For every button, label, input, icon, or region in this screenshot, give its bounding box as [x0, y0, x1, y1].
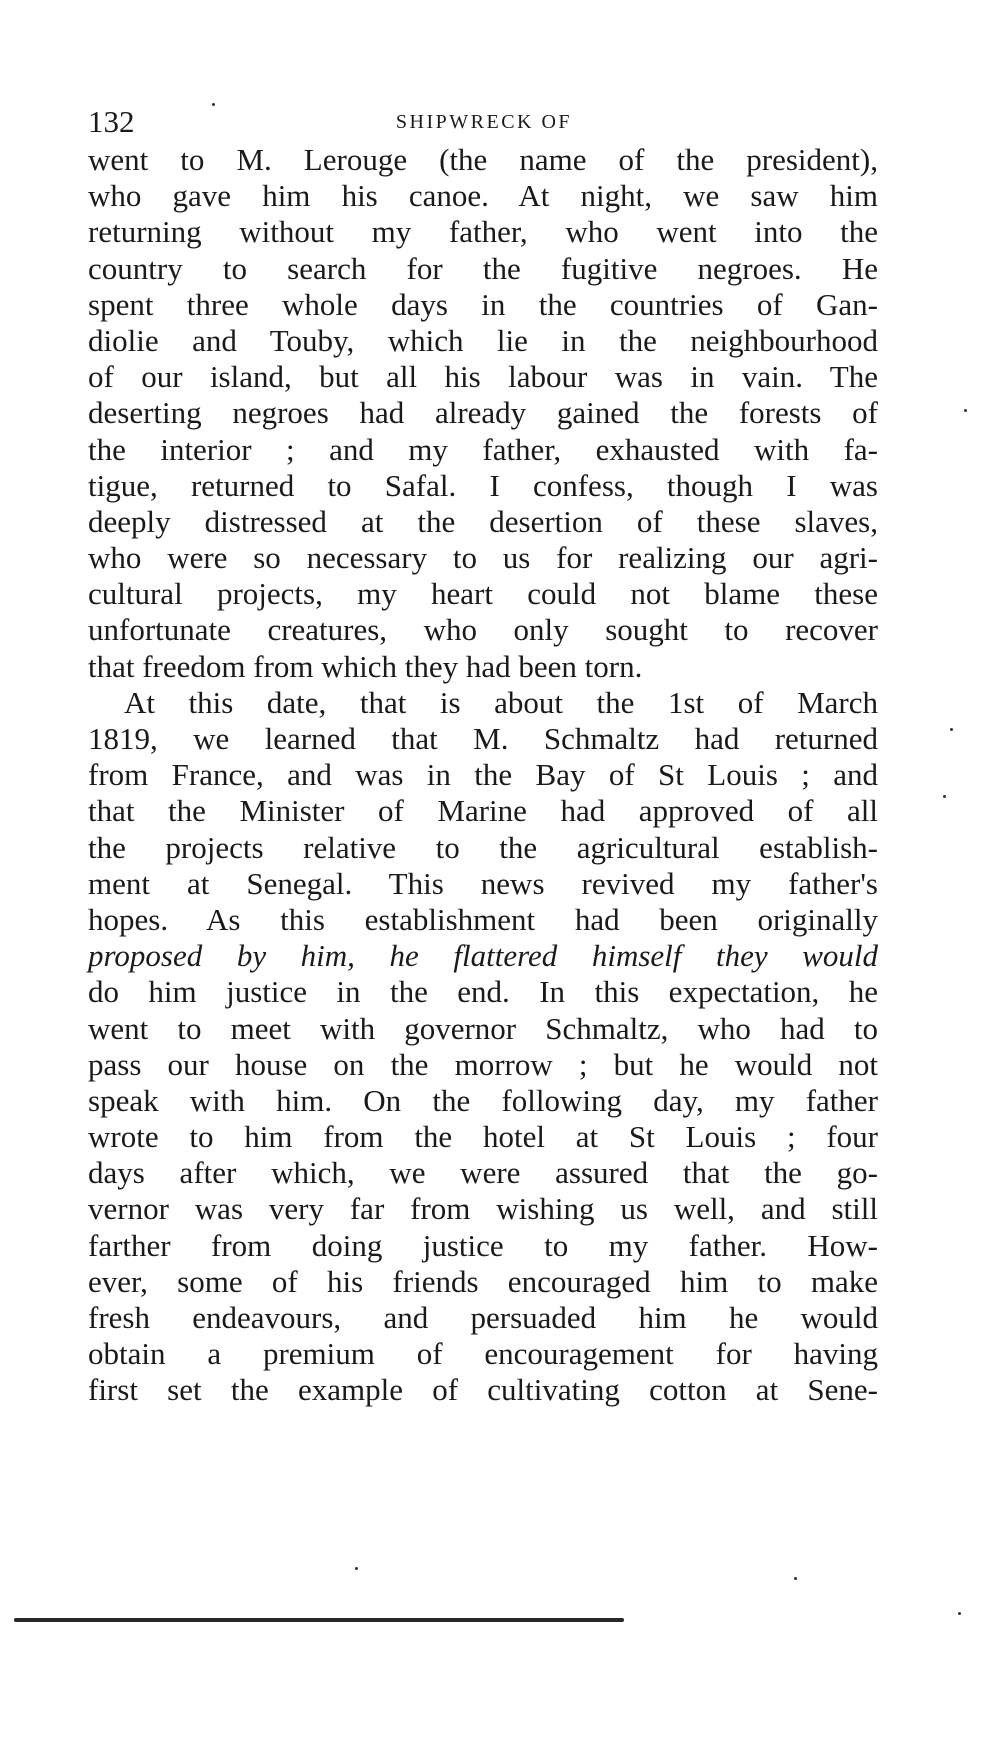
scan-speck: [794, 1577, 797, 1580]
text-line: of our island, but all his labour was in vain. The: [88, 359, 878, 395]
text-line: the projects relative to the agricultural establish-: [88, 829, 878, 865]
text-line: wrote to him from the hotel at St Louis ; four: [88, 1119, 878, 1155]
text-line: do him justice in the end. In this expectation, he: [88, 974, 878, 1010]
text-line: tigue, returned to Safal. I confess, though I was: [88, 467, 878, 503]
scan-speck: [958, 1612, 961, 1615]
scan-speck: [964, 409, 967, 412]
text-line: ever, some of his friends encouraged him to make: [88, 1263, 878, 1299]
text-line: fresh endeavours, and persuaded him he would: [88, 1300, 878, 1335]
scan-edge-rule: [14, 1618, 624, 1622]
text-line: deeply distressed at the desertion of these slaves,: [88, 503, 878, 539]
body-text: [88, 142, 878, 1409]
running-head: [88, 102, 880, 142]
text-line: first set the example of cultivating cotton at Sene-: [88, 1372, 878, 1408]
text-line: proposed by him, he flattered himself they would: [88, 938, 878, 974]
text-line: returning without my father, who went into the: [88, 214, 878, 250]
text-line: 1819, we learned that M. Schmaltz had returned: [88, 721, 878, 756]
text-line: went to meet with governor Schmaltz, who had to: [88, 1010, 878, 1046]
text-line: deserting negroes had already gained the forests of: [88, 395, 878, 431]
text-line: who were so necessary to us for realizing our agri-: [88, 540, 878, 576]
text-line: diolie and Touby, which lie in the neighbourhood: [88, 322, 878, 358]
scan-speck: [355, 1567, 358, 1570]
text-line: from France, and was in the Bay of St Louis ; and: [88, 757, 878, 793]
text-line: pass our house on the morrow ; but he would not: [88, 1046, 878, 1082]
text-line: speak with him. On the following day, my father: [88, 1082, 878, 1118]
text-line: cultural projects, my heart could not blame these: [88, 576, 878, 612]
paragraph-end-line: that freedom from which they had been torn.: [88, 648, 643, 684]
text-line: unfortunate creatures, who only sought to recover: [88, 612, 878, 648]
scan-speck: [212, 103, 215, 106]
text-line: the interior ; and my father, exhausted with fa-: [88, 431, 878, 467]
running-title: SHIPWRECK OF: [395, 111, 573, 133]
page-number: 132: [88, 104, 135, 139]
text-line: hopes. As this establishment had been originally: [88, 901, 878, 937]
text-line: country to search for the fugitive negroes. He: [88, 250, 878, 286]
text-line: farther from doing justice to my father. How-: [88, 1227, 878, 1263]
text-line: obtain a premium of encouragement for having: [88, 1336, 878, 1372]
text-line: vernor was very far from wishing us well, and still: [88, 1191, 878, 1227]
text-line: ment at Senegal. This news revived my father's: [88, 865, 878, 901]
text-line: went to M. Lerouge (the name of the president),: [88, 142, 878, 177]
text-line: who gave him his canoe. At night, we saw him: [88, 178, 878, 214]
scan-speck: [950, 728, 953, 731]
text-line: spent three whole days in the countries of Gan-: [88, 286, 878, 322]
scan-speck: [943, 795, 946, 798]
paragraph-start-line: At this date, that is about the 1st of March: [124, 684, 878, 720]
text-line: days after which, we were assured that the go-: [88, 1155, 878, 1191]
text-line: that the Minister of Marine had approved of all: [88, 793, 878, 829]
